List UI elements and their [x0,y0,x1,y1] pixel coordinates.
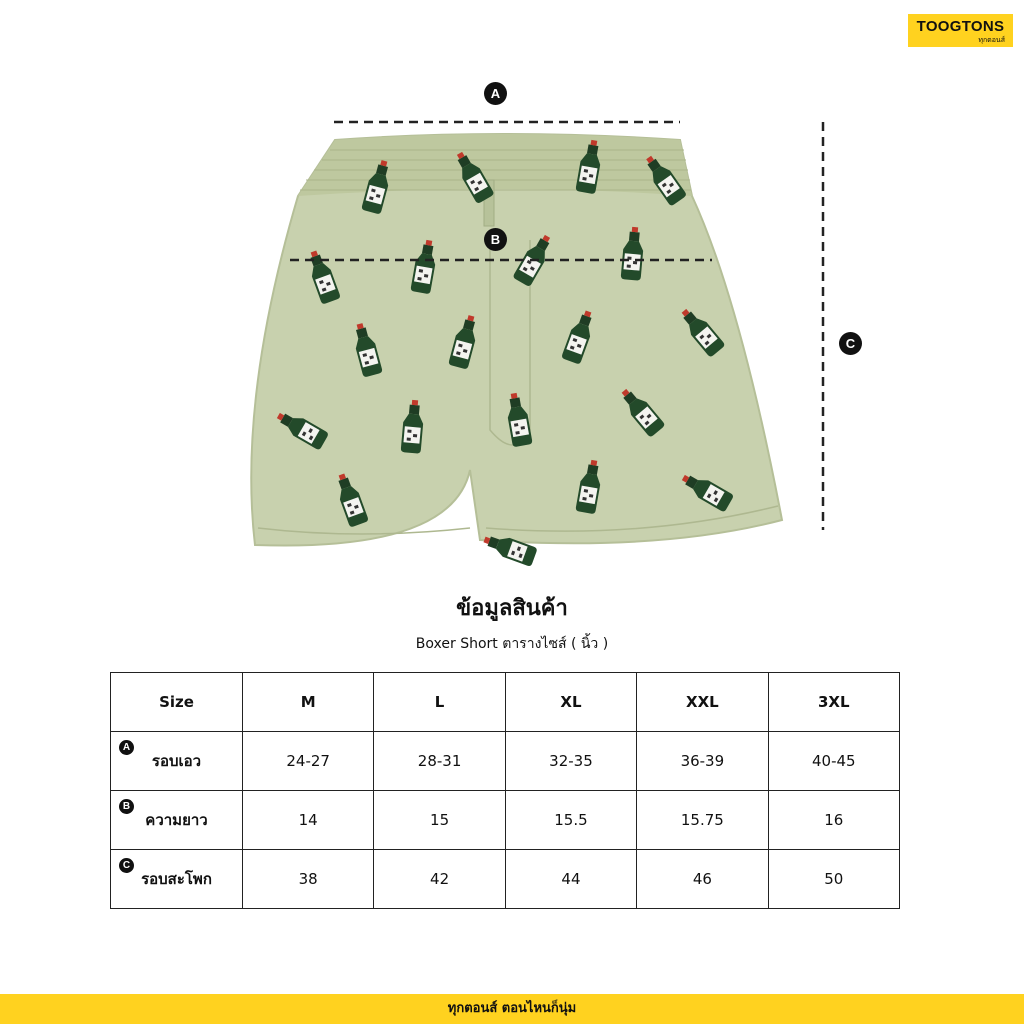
table-cell: 32-35 [505,732,636,791]
brand-tagline: ทุกตอนส์ [978,36,1005,44]
size-header-3xl: 3XL [768,673,899,732]
marker-b: B [484,228,507,251]
row-label-waist [111,732,243,791]
table-cell: 24-27 [243,732,374,791]
table-cell: 15 [374,791,505,850]
table-cell: 46 [637,850,768,909]
table-row [111,732,900,791]
table-cell: 42 [374,850,505,909]
row-label-length [111,791,243,850]
size-header-m: M [243,673,374,732]
table-cell: 36-39 [637,732,768,791]
table-row [111,850,900,909]
table-row [111,791,900,850]
table-cell: 40-45 [768,732,899,791]
table-cell: 15.75 [637,791,768,850]
row-marker-b: B [119,799,134,814]
footer-banner: ทุกตอนส์ ตอนไหนก็นุ่ม [0,994,1024,1024]
row-marker-a: A [119,740,134,755]
product-info-heading: ข้อมูลสินค้า [456,596,568,621]
table-cell: 38 [243,850,374,909]
marker-c: C [839,332,862,355]
size-chart-table [110,672,900,909]
table-cell: 50 [768,850,899,909]
table-cell: 28-31 [374,732,505,791]
row-label-hip [111,850,243,909]
row-label-text: ความยาว [145,811,208,829]
brand-name: TOOGTONS [916,18,1005,35]
size-header-label: Size [111,673,243,732]
size-header-l: L [374,673,505,732]
row-label-text: รอบเอว [151,752,202,770]
size-chart-subheading: Boxer Short ตารางไซส์ ( นิ้ว ) [415,636,609,652]
table-cell: 14 [243,791,374,850]
table-cell: 15.5 [505,791,636,850]
table-cell: 16 [768,791,899,850]
marker-a: A [484,82,507,105]
size-header-xl: XL [505,673,636,732]
table-header-row [111,673,900,732]
size-header-xxl: XXL [637,673,768,732]
table-cell: 44 [505,850,636,909]
row-marker-c: C [119,858,134,873]
row-label-text: รอบสะโพก [141,870,212,888]
